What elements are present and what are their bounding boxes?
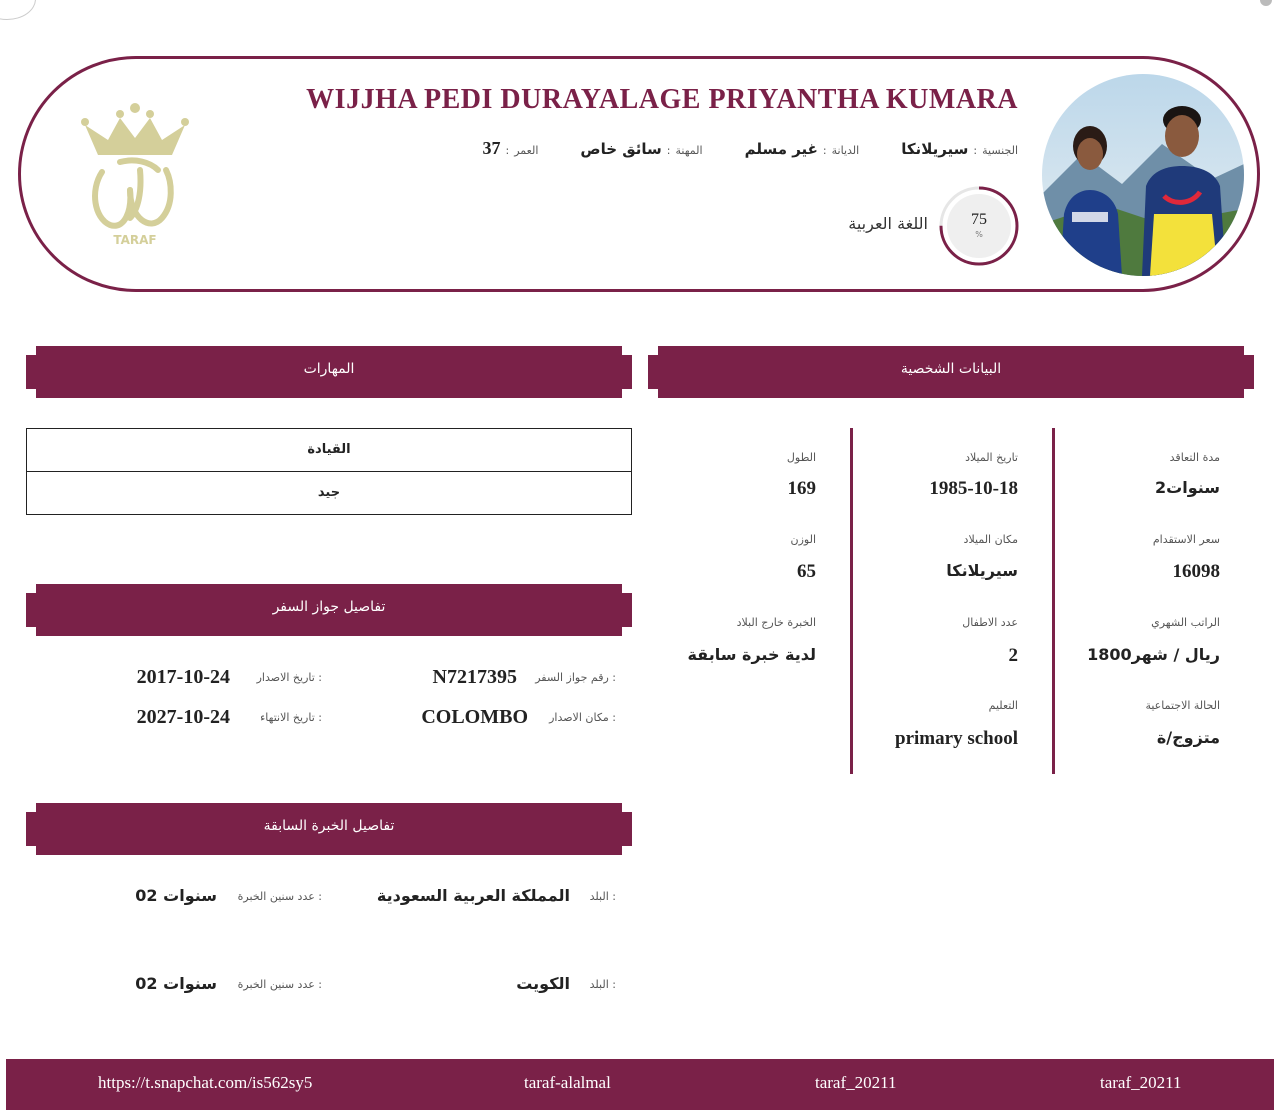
age-label: العمر bbox=[514, 144, 539, 157]
salary-value: 1800ريال / شهر bbox=[1087, 645, 1220, 664]
taraf-logo bbox=[80, 100, 190, 250]
separator: : bbox=[666, 144, 671, 157]
separator: : bbox=[973, 144, 978, 157]
footer-link[interactable]: taraf-alalmal bbox=[524, 1073, 611, 1092]
passport-banner bbox=[26, 584, 632, 636]
expiry-date-label: تاريخ الانتهاء : bbox=[260, 711, 322, 724]
experience-years: 02 سنوات bbox=[135, 974, 217, 993]
column-divider bbox=[1052, 428, 1055, 774]
corner-dot bbox=[1260, 0, 1272, 6]
weight-label: الوزن bbox=[790, 533, 816, 546]
column-divider bbox=[850, 428, 853, 774]
experience-title: تفاصيل الخبرة السابقة bbox=[263, 818, 395, 834]
passport-title: تفاصيل جواز السفر bbox=[272, 599, 386, 615]
passport-number-label: رقم جواز السفر : bbox=[535, 671, 616, 684]
height-value: 169 bbox=[787, 478, 816, 499]
issue-date-value: 2017-10-24 bbox=[136, 666, 230, 688]
skills-table bbox=[26, 428, 632, 515]
personal-data-title: البيانات الشخصية bbox=[900, 361, 1002, 377]
salary-label: الراتب الشهري bbox=[1151, 616, 1220, 629]
religion-field bbox=[745, 140, 860, 158]
profession-field bbox=[580, 140, 702, 158]
dob-value: 1985-10-18 bbox=[929, 478, 1018, 499]
skill-name: القيادة bbox=[307, 442, 351, 457]
years-label: عدد سنين الخبرة : bbox=[237, 890, 322, 903]
marital-value: متزوج/ة bbox=[1156, 728, 1220, 747]
worker-name: WIJJHA PEDI DURAYALAGE PRIYANTHA KUMARA bbox=[306, 84, 1018, 115]
experience-country: الكويت bbox=[516, 974, 570, 993]
separator: : bbox=[505, 144, 510, 157]
children-label: عدد الاطفال bbox=[962, 616, 1018, 629]
issue-place-value: COLOMBO bbox=[421, 706, 528, 728]
header-info-row bbox=[441, 138, 1018, 159]
issue-place-label: مكان الاصدار : bbox=[549, 711, 616, 724]
arabic-level-unit: % bbox=[975, 230, 983, 239]
profession-value: سائق خاص bbox=[580, 140, 662, 158]
age-field bbox=[483, 138, 539, 159]
age-value: 37 bbox=[482, 138, 501, 158]
footer-link[interactable]: taraf_20211 bbox=[1100, 1073, 1182, 1092]
contract-label: مدة التعاقد bbox=[1169, 451, 1220, 464]
country-label: البلد : bbox=[589, 978, 616, 991]
country-label: البلد : bbox=[589, 890, 616, 903]
separator: : bbox=[822, 144, 827, 157]
arabic-level-value: 75 bbox=[971, 211, 987, 228]
experience-banner bbox=[26, 803, 632, 855]
education-value: primary school bbox=[895, 728, 1018, 749]
nationality-label: الجنسية bbox=[982, 144, 1018, 157]
experience-years: 02 سنوات bbox=[135, 886, 217, 905]
contract-value: 2سنوات bbox=[1155, 478, 1220, 497]
worker-photo bbox=[1042, 74, 1244, 276]
years-label: عدد سنين الخبرة : bbox=[237, 978, 322, 991]
passport-number-value: N7217395 bbox=[432, 666, 517, 688]
pob-label: مكان الميلاد bbox=[963, 533, 1018, 546]
nationality-value: سيريلانكا bbox=[901, 140, 969, 158]
corner-decoration bbox=[0, 0, 36, 20]
education-label: التعليم bbox=[988, 699, 1018, 712]
logo-text: TARAF bbox=[113, 233, 157, 247]
skills-banner bbox=[26, 346, 632, 398]
issue-date-label: تاريخ الاصدار : bbox=[256, 671, 322, 684]
profession-label: المهنة bbox=[675, 144, 703, 157]
arabic-language-label: اللغة العربية bbox=[848, 214, 928, 233]
skills-title: المهارات bbox=[303, 361, 355, 377]
religion-label: الديانة bbox=[831, 144, 860, 157]
dob-label: تاريخ الميلاد bbox=[965, 451, 1018, 464]
religion-value: غير مسلم bbox=[744, 140, 818, 158]
personal-data-banner bbox=[648, 346, 1254, 398]
arabic-level-gauge bbox=[938, 185, 1020, 267]
height-label: الطول bbox=[786, 451, 816, 464]
nationality-field bbox=[901, 140, 1018, 158]
footer-bar bbox=[6, 1059, 1274, 1110]
recruit-price-value: 16098 bbox=[1172, 561, 1220, 582]
experience-abroad-label: الخبرة خارج البلاد bbox=[736, 616, 816, 629]
skill-level: جيد bbox=[27, 471, 631, 514]
experience-country: المملكة العربية السعودية bbox=[376, 886, 570, 905]
marital-label: الحالة الاجتماعية bbox=[1145, 699, 1220, 712]
expiry-date-value: 2027-10-24 bbox=[136, 706, 230, 728]
footer-link[interactable]: taraf_20211 bbox=[815, 1073, 897, 1092]
pob-value: سيريلانكا bbox=[946, 561, 1018, 580]
snapchat-link[interactable]: https://t.snapchat.com/is562sy5 bbox=[98, 1073, 313, 1092]
recruit-price-label: سعر الاستقدام bbox=[1152, 533, 1220, 546]
weight-value: 65 bbox=[797, 561, 816, 582]
experience-abroad-value: لدية خبرة سابقة bbox=[687, 645, 816, 664]
children-value: 2 bbox=[1008, 645, 1018, 666]
